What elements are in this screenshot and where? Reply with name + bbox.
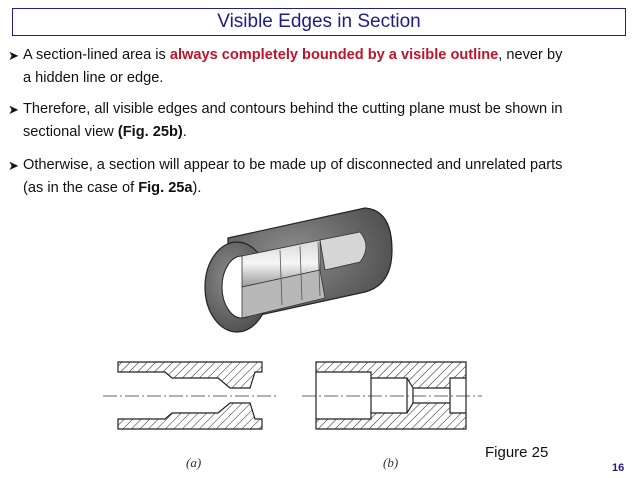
bullet-1-text-start: A section-lined area is — [23, 47, 170, 63]
bullet-3-text-end: ). — [192, 180, 202, 196]
section-view-a — [103, 362, 278, 429]
bullet-1-text-end: , never by — [498, 47, 563, 63]
figure-label: Figure 25 — [485, 444, 549, 461]
bullet-1-line-2: a hidden line or edge. — [23, 70, 164, 86]
caption-b: (b) — [383, 455, 399, 470]
bullet-2-text-start: sectional view — [23, 124, 118, 140]
bullet-3-text-start: (as in the case of — [23, 180, 139, 196]
bullet-2-figure-ref: (Fig. 25b) — [117, 124, 183, 140]
section-view-b — [302, 362, 482, 429]
bullet-1-emphasis: always completely bounded by a visible outline — [169, 47, 499, 63]
arrow-bullet-icon: ➤ — [8, 102, 19, 117]
isometric-section-drawing — [205, 208, 392, 332]
slide-title: Visible Edges in Section — [217, 11, 421, 32]
caption-a: (a) — [186, 455, 202, 470]
bullet-2-line-1: Therefore, all visible edges and contours behind the cutting plane must be shown in — [23, 101, 563, 117]
bullet-3-figure-ref: Fig. 25a — [138, 180, 193, 196]
bullet-3-line-1: Otherwise, a section will appear to be made up of disconnected and unrelated parts — [23, 157, 563, 173]
arrow-bullet-icon: ➤ — [8, 48, 19, 63]
page-number: 16 — [612, 462, 625, 474]
bullet-2-text-end: . — [182, 124, 187, 140]
arrow-bullet-icon: ➤ — [8, 158, 19, 173]
